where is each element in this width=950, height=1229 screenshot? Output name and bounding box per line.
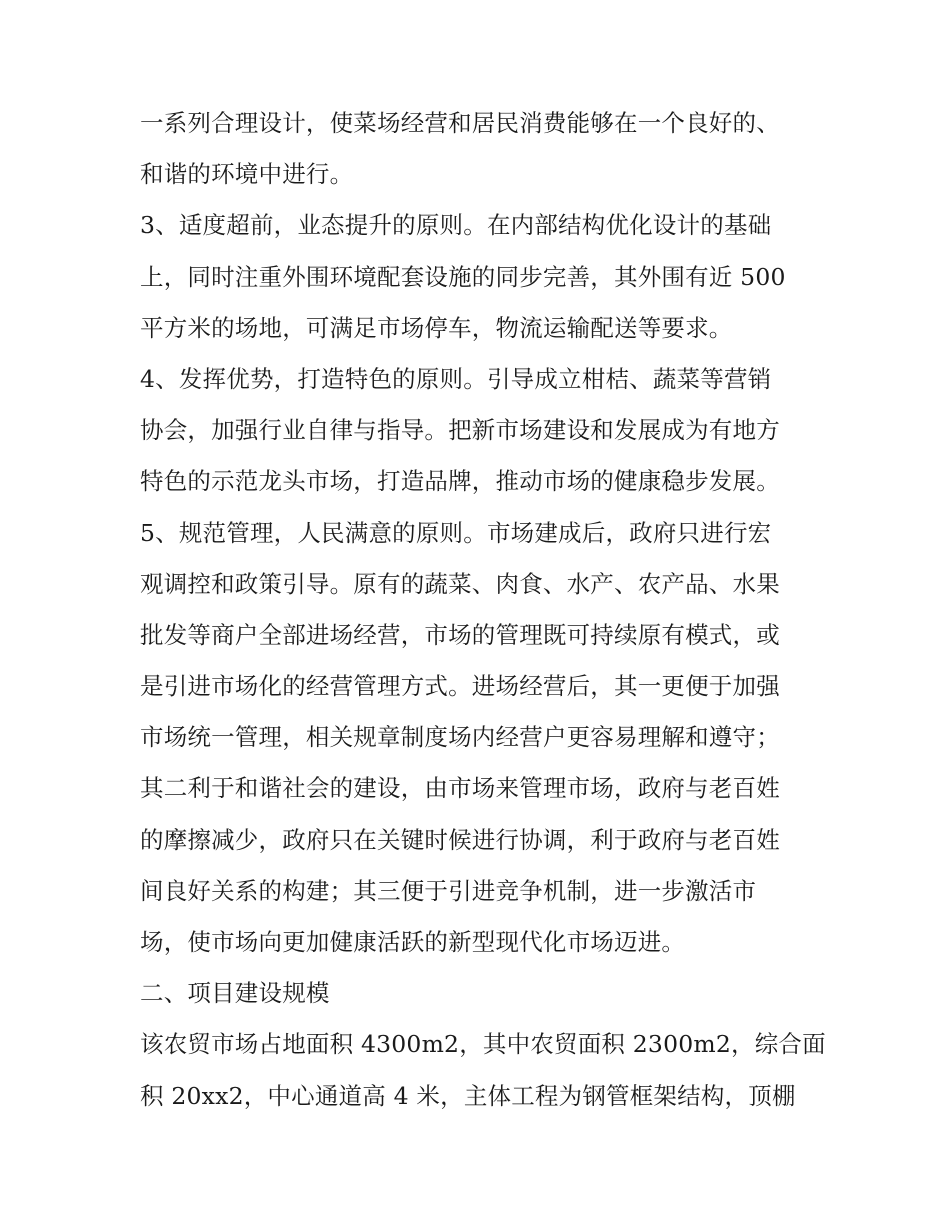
text-line: 其二利于和谐社会的建设，由市场来管理市场，政府与老百姓	[140, 774, 780, 803]
text-line: 的摩擦减少，政府只在关键时候进行协调，利于政府与老百姓	[140, 825, 780, 854]
text-line: 3、适度超前，业态提升的原则。在内部结构优化设计的基础	[140, 211, 772, 240]
text-line: 积 20xx2，中心通道高 4 米，主体工程为钢管框架结构，顶棚	[140, 1081, 796, 1110]
text-line: 间良好关系的构建；其三便于引进竞争机制，进一步激活市	[140, 876, 757, 905]
text-line: 批发等商户全部进场经营，市场的管理既可持续原有模式，或	[140, 620, 780, 649]
text-line: 市场统一管理，相关规章制度场内经营户更容易理解和遵守；	[140, 723, 780, 752]
text-line: 平方米的场地，可满足市场停车，物流运输配送等要求。	[140, 313, 733, 342]
text-line: 5、规范管理，人民满意的原则。市场建成后，政府只进行宏	[140, 518, 772, 547]
text-line: 特色的示范龙头市场，打造品牌，推动市场的健康稳步发展。	[140, 467, 780, 496]
text-line: 观调控和政策引导。原有的蔬菜、肉食、水产、农产品、水果	[140, 569, 780, 598]
text-line: 场，使市场向更加健康活跃的新型现代化市场迈进。	[140, 928, 686, 956]
text-line: 一系列合理设计，使菜场经营和居民消费能够在一个良好的、	[140, 109, 780, 137]
text-line: 协会，加强行业自律与指导。把新市场建设和发展成为有地方	[140, 416, 780, 445]
text-line: 和谐的环境中进行。	[140, 160, 354, 189]
document-body	[140, 98, 826, 1122]
section-heading: 二、项目建设规模	[140, 979, 330, 1008]
text-line: 4、发挥优势，打造特色的原则。引导成立柑桔、蔬菜等营销	[140, 364, 772, 393]
text-line: 是引进市场化的经营管理方式。进场经营后，其一更便于加强	[140, 672, 780, 701]
text-line: 该农贸市场占地面积 4300m2，其中农贸面积 2300m2，综合面	[140, 1030, 826, 1059]
text-line: 上，同时注重外围环境配套设施的同步完善，其外围有近 500	[140, 262, 786, 291]
